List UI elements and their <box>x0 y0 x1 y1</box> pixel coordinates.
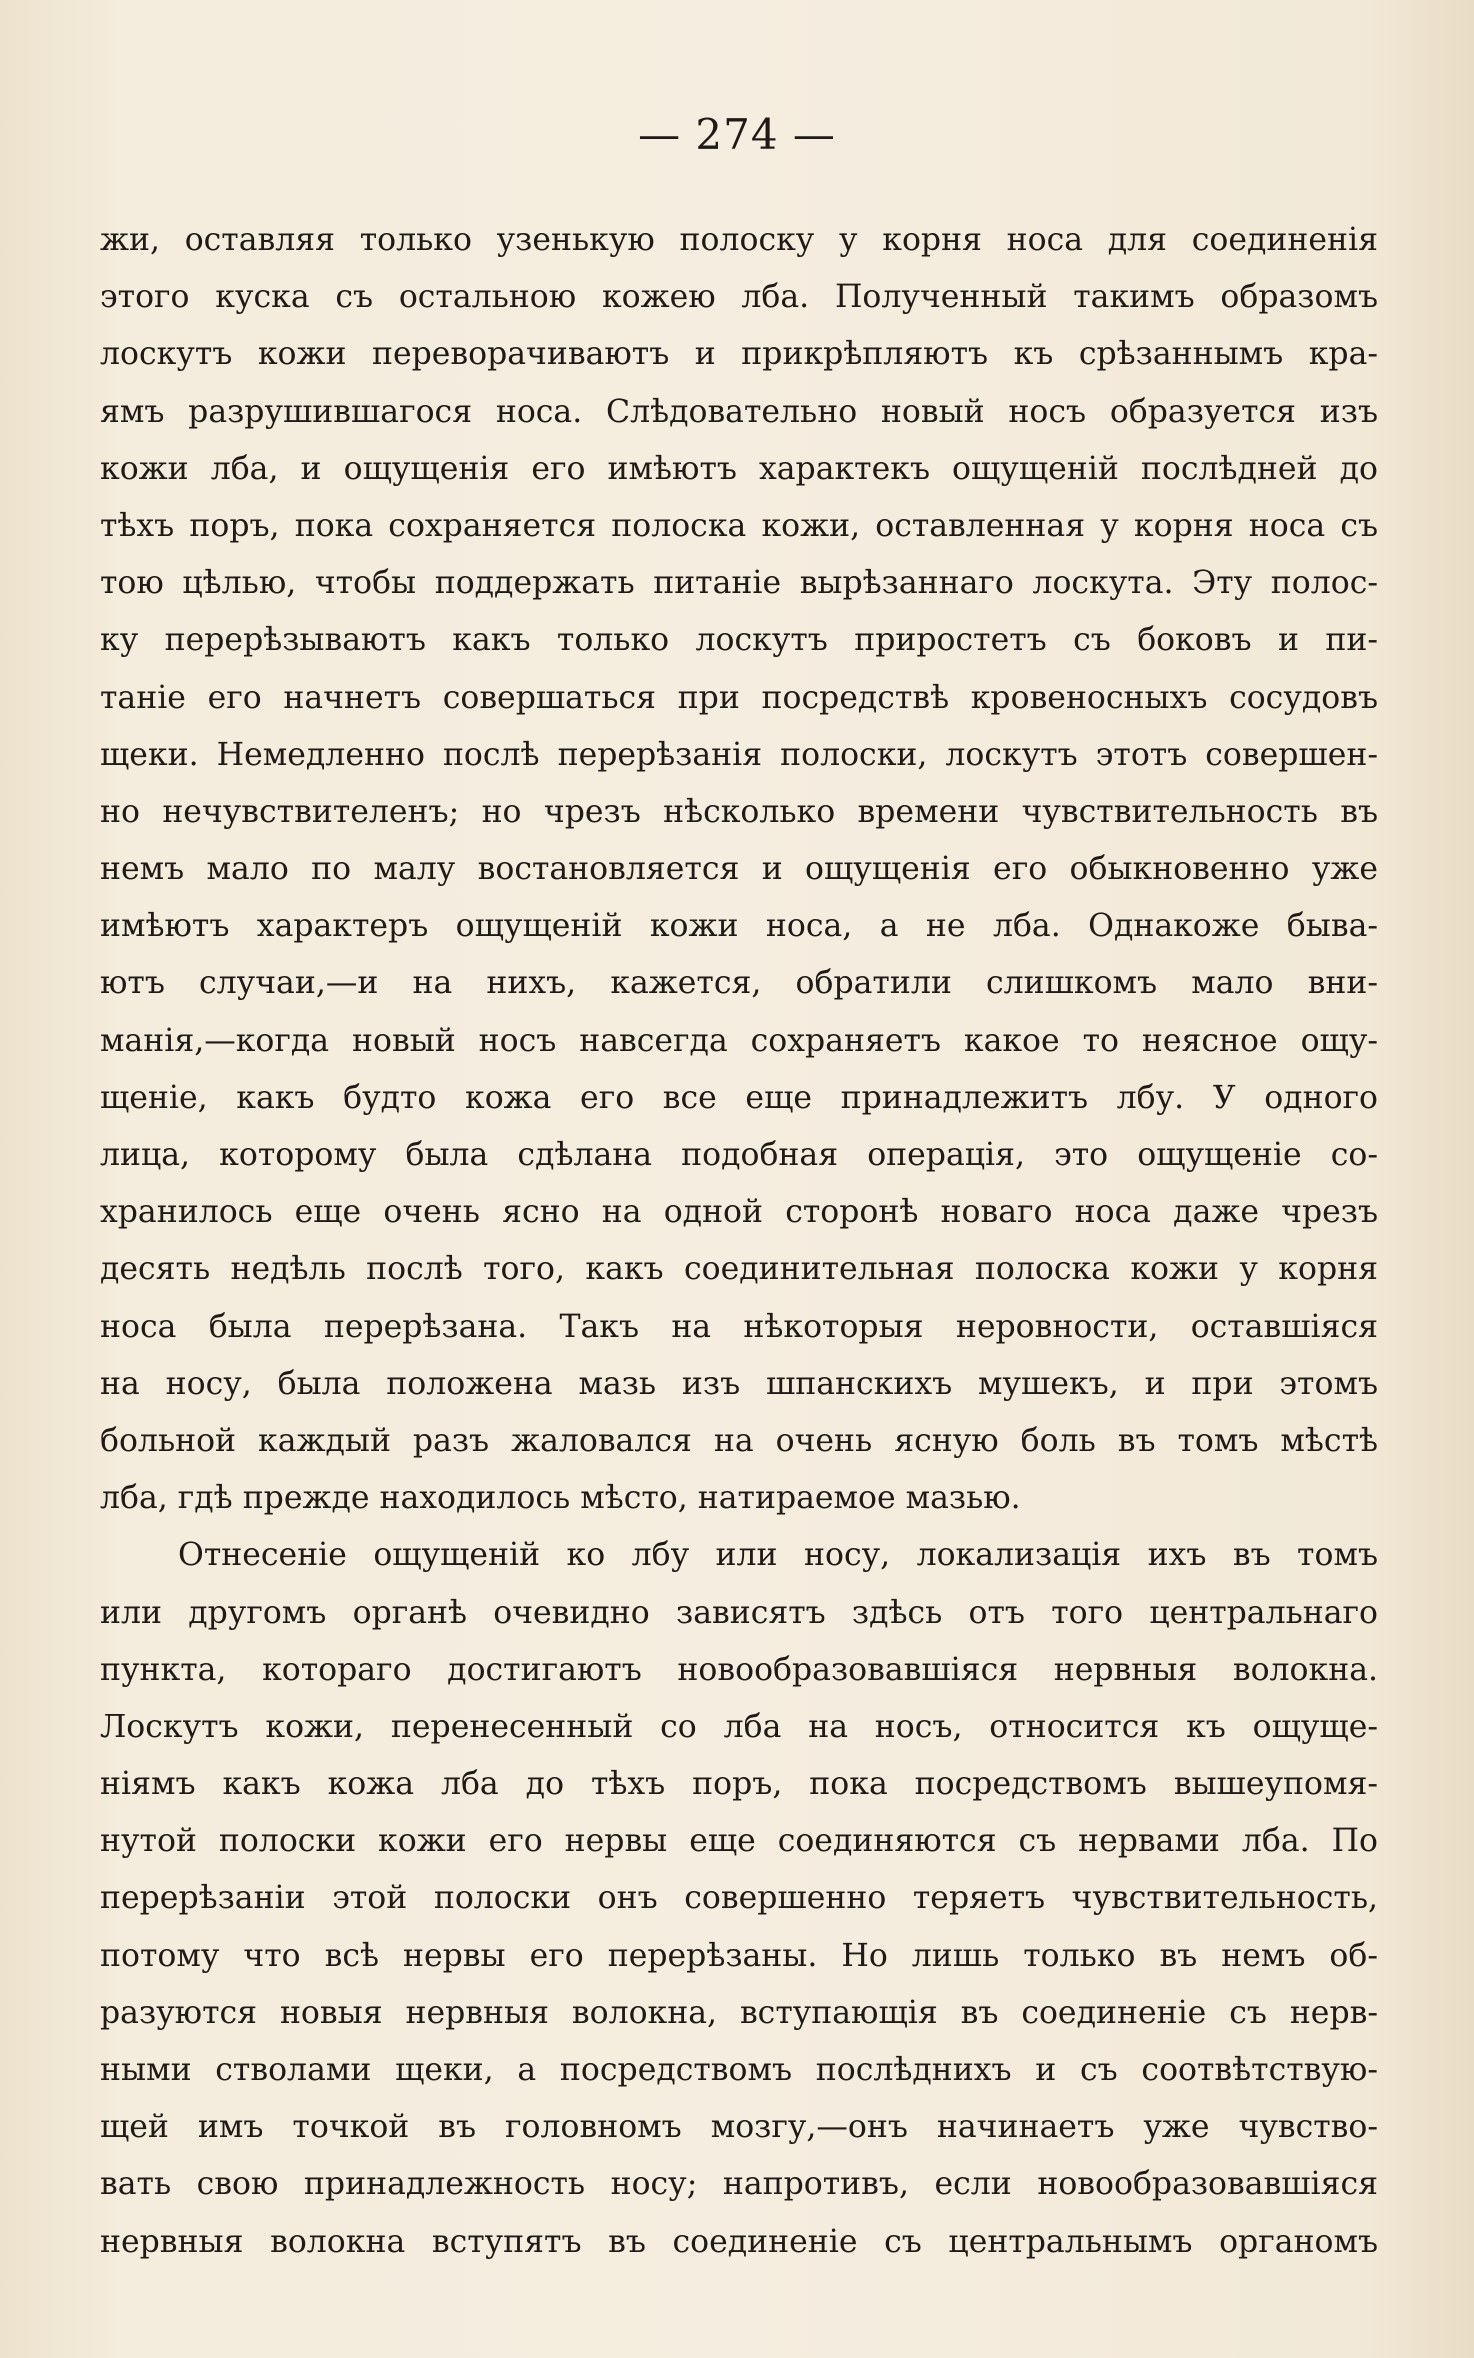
text-line: но нечувствителенъ; но чрезъ нѣсколько времени чувствительность въ <box>100 793 1378 830</box>
body-text <box>100 212 1378 2271</box>
text-line: разуются новыя нервныя волокна, вступающія въ соединеніе съ нерв- <box>100 1994 1378 2031</box>
text-line: или другомъ органѣ очевидно зависятъ здѣсь отъ того центральнаго <box>100 1594 1378 1631</box>
text-line: лоскутъ кожи переворачиваютъ и прикрѣпляютъ къ срѣзаннымъ кра- <box>100 336 1378 373</box>
text-line: щеки. Немедленно послѣ перерѣзанія полоски, лоскутъ этотъ совершен- <box>100 736 1378 773</box>
text-line: немъ мало по малу востановляется и ощущенія его обыкновенно уже <box>100 851 1378 888</box>
text-line: лица, которому была сдѣлана подобная операція, это ощущеніе со- <box>100 1137 1378 1173</box>
text-line: ніямъ какъ кожа лба до тѣхъ поръ, пока посредствомъ вышеупомя- <box>100 1766 1378 1803</box>
text-line: ямъ разрушившагося носа. Слѣдовательно новый носъ образуется изъ <box>100 393 1378 430</box>
text-line: десять недѣль послѣ того, какъ соединительная полоска кожи у корня <box>100 1251 1378 1288</box>
text-line: щей имъ точкой въ головномъ мозгу,—онъ начинаетъ уже чувство- <box>100 2109 1378 2146</box>
text-line: кожи лба, и ощущенія его имѣютъ характекъ ощущеній послѣдней до <box>100 450 1378 487</box>
text-line: на носу, была положена мазь изъ шпанскихъ мушекъ, и при этомъ <box>100 1365 1378 1402</box>
text-line: щеніе, какъ будто кожа его все еще принадлежитъ лбу. У одного <box>100 1079 1378 1116</box>
text-line: лба, гдѣ прежде находилось мѣсто, натираемое мазью. <box>100 1480 1021 1517</box>
text-line: нутой полоски кожи его нервы еще соединяются съ нервами лба. По <box>100 1823 1378 1860</box>
text-line: таніе его начнетъ совершаться при посредствѣ кровеносныхъ сосудовъ <box>100 679 1378 716</box>
text-line: Лоскутъ кожи, перенесенный со лба на носъ, относится къ ощуще- <box>100 1708 1378 1745</box>
text-line: имѣютъ характеръ ощущеній кожи носа, а не лба. Однакоже быва- <box>100 908 1378 945</box>
text-line: потому что всѣ нервы его перерѣзаны. Но лишь только въ немъ об- <box>100 1937 1378 1974</box>
text-line: тѣхъ поръ, пока сохраняется полоска кожи, оставленная у корня носа съ <box>100 507 1378 544</box>
paragraph-start-line: Отнесеніе ощущеній ко лбу или носу, локализація ихъ въ томъ <box>178 1537 1378 1574</box>
page-number: — 274 — <box>638 110 836 159</box>
text-line: жи, оставляя только узенькую полоску у корня носа для соединенія <box>100 222 1378 258</box>
text-line: вать свою принадлежность носу; напротивъ, если новообразовавшіяся <box>100 2166 1378 2203</box>
text-line: этого куска съ остальною кожею лба. Полученный такимъ образомъ <box>100 279 1378 316</box>
text-line: манія,—когда новый носъ навсегда сохраняетъ какое то неясное ощу- <box>100 1022 1378 1059</box>
text-line: хранилось еще очень ясно на одной сторонѣ новаго носа даже чрезъ <box>100 1194 1378 1231</box>
text-line: больной каждый разъ жаловался на очень ясную боль въ томъ мѣстѣ <box>100 1422 1378 1459</box>
text-line: ютъ случаи,—и на нихъ, кажется, обратили слишкомъ мало вни- <box>100 965 1378 1002</box>
text-line: перерѣзаніи этой полоски онъ совершенно теряетъ чувствительность, <box>100 1880 1378 1917</box>
text-line: носа была перерѣзана. Такъ на нѣкоторыя неровности, оставшіяся <box>100 1308 1378 1345</box>
text-line: пункта, котораго достигаютъ новообразовавшіяся нервныя волокна. <box>100 1651 1378 1688</box>
text-line: ными стволами щеки, а посредствомъ послѣднихъ и съ соотвѣтствую- <box>100 2052 1378 2088</box>
text-line: ку перерѣзываютъ какъ только лоскутъ приростетъ съ боковъ и пи- <box>100 622 1378 659</box>
text-line: тою цѣлью, чтобы поддержать питаніе вырѣзаннаго лоскута. Эту полос- <box>100 565 1378 602</box>
text-line: нервныя волокна вступятъ въ соединеніе съ центральнымъ органомъ <box>100 2223 1378 2260</box>
